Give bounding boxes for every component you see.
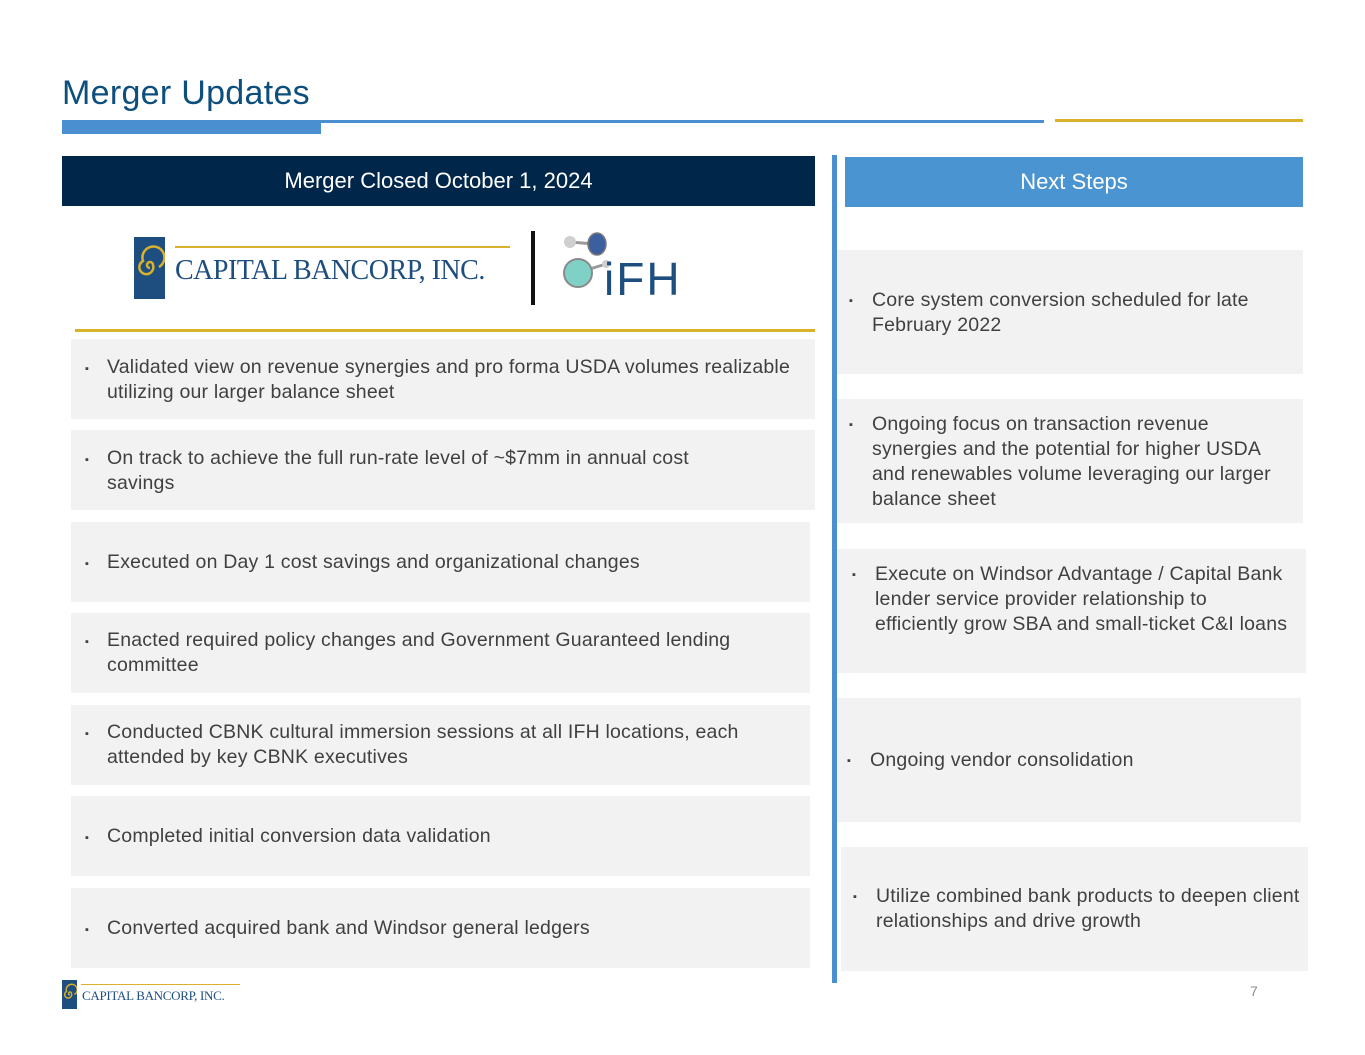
title-rule-thick bbox=[62, 120, 321, 134]
footer-emblem bbox=[62, 980, 77, 1009]
right-item-text: Ongoing focus on transaction revenue synergies and the potential for higher USDA and renewables volume leveraging our larger balance sheet bbox=[872, 413, 1271, 510]
logo-separator bbox=[531, 231, 535, 305]
spiral-icon bbox=[134, 237, 165, 299]
logo-underline bbox=[75, 329, 815, 332]
left-item-3 bbox=[71, 522, 810, 602]
right-item-2 bbox=[837, 399, 1303, 523]
bullet: ▪ bbox=[849, 295, 853, 307]
bullet: ▪ bbox=[85, 832, 89, 844]
bullet: ▪ bbox=[85, 558, 89, 570]
molecule-icon bbox=[560, 230, 610, 300]
capital-bancorp-wordmark: CAPITAL BANCORP, INC. bbox=[175, 255, 485, 286]
next-steps-header: Next Steps bbox=[845, 157, 1303, 207]
left-item-5 bbox=[71, 705, 810, 785]
left-item-4 bbox=[71, 613, 810, 693]
right-item-3 bbox=[837, 549, 1306, 673]
title-rule-thin bbox=[321, 120, 1044, 123]
left-item-text: Completed initial conversion data validation bbox=[107, 825, 491, 847]
right-item-text: Core system conversion scheduled for late February 2022 bbox=[872, 289, 1249, 336]
footer-gold-line bbox=[81, 984, 240, 985]
bullet: ▪ bbox=[85, 924, 89, 936]
left-item-1 bbox=[71, 339, 815, 419]
footer-wordmark: CAPITAL BANCORP, INC. bbox=[82, 988, 225, 1003]
slide-title: Merger Updates bbox=[62, 74, 310, 112]
logo-gold-line bbox=[175, 246, 510, 248]
left-item-text: Executed on Day 1 cost savings and organizational changes bbox=[107, 551, 640, 573]
left-item-6 bbox=[71, 796, 810, 876]
footer-logo bbox=[62, 980, 242, 1010]
left-item-text: On track to achieve the full run-rate level of ~$7mm in annual cost savings bbox=[107, 447, 689, 494]
bullet: ▪ bbox=[852, 569, 856, 581]
right-item-5 bbox=[841, 847, 1308, 971]
right-item-text: Utilize combined bank products to deepen client relationships and drive growth bbox=[876, 885, 1300, 932]
bullet: ▪ bbox=[85, 454, 89, 466]
left-item-7 bbox=[71, 888, 810, 968]
right-item-text: Ongoing vendor consolidation bbox=[870, 749, 1134, 771]
bullet: ▪ bbox=[847, 755, 851, 767]
page-number: 7 bbox=[1250, 983, 1258, 999]
bullet: ▪ bbox=[85, 636, 89, 648]
capital-bancorp-emblem bbox=[134, 237, 165, 299]
merger-closed-header: Merger Closed October 1, 2024 bbox=[62, 156, 815, 206]
left-item-text: Validated view on revenue synergies and pro forma USDA volumes realizable utilizing our larger balance sheet bbox=[107, 356, 791, 403]
ifh-wordmark: iFH bbox=[604, 253, 682, 305]
spiral-icon bbox=[62, 980, 77, 1009]
left-item-text: Conducted CBNK cultural immersion sessions at all IFH locations, each attended by key CBNK executives bbox=[107, 721, 739, 768]
right-item-4 bbox=[837, 698, 1301, 822]
title-rule-gold bbox=[1055, 119, 1303, 122]
right-item-1 bbox=[837, 250, 1303, 374]
ifh-logo bbox=[560, 230, 680, 310]
capital-bancorp-logo bbox=[134, 237, 510, 299]
bullet: ▪ bbox=[849, 419, 853, 431]
bullet: ▪ bbox=[85, 728, 89, 740]
bullet: ▪ bbox=[85, 363, 89, 375]
left-item-text: Converted acquired bank and Windsor general ledgers bbox=[107, 917, 590, 939]
bullet: ▪ bbox=[853, 891, 857, 903]
left-item-2 bbox=[71, 430, 815, 510]
right-item-text: Execute on Windsor Advantage / Capital Bank lender service provider relationship to efficiently grow SBA and small-ticket C&I loans bbox=[875, 563, 1288, 635]
left-item-text: Enacted required policy changes and Government Guaranteed lending committee bbox=[107, 629, 731, 676]
